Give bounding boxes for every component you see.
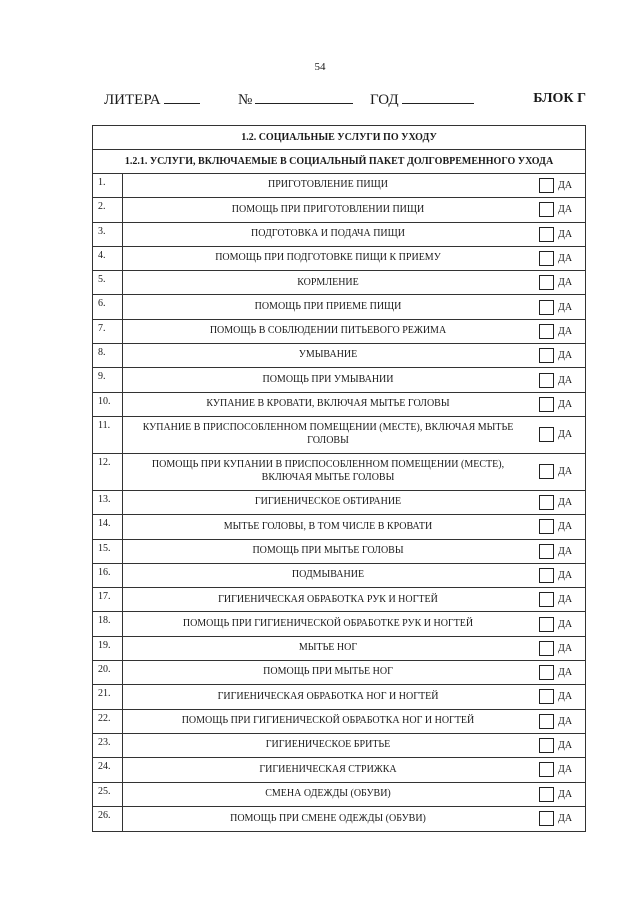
yes-label: ДА (558, 715, 573, 727)
table-row (93, 612, 585, 636)
service-name: МЫТЬЕ НОГ (298, 642, 358, 654)
yes-checkbox[interactable] (539, 251, 554, 266)
table-row (93, 515, 585, 539)
row-number: 26. (93, 807, 123, 831)
yes-checkbox[interactable] (539, 202, 554, 217)
table-row (93, 417, 585, 454)
row-number: 21. (93, 685, 123, 708)
service-name: ПОМОЩЬ В СОБЛЮДЕНИИ ПИТЬЕВОГО РЕЖИМА (209, 325, 447, 337)
yes-label: ДА (558, 325, 573, 337)
yes-checkbox[interactable] (539, 665, 554, 680)
yes-label: ДА (558, 691, 573, 703)
row-number: 8. (93, 344, 123, 367)
yes-checkbox[interactable] (539, 592, 554, 607)
yes-label: ДА (558, 204, 573, 216)
table-rows (93, 174, 585, 831)
row-number: 25. (93, 783, 123, 806)
row-number: 7. (93, 320, 123, 343)
form-header (98, 89, 586, 111)
row-number: 11. (93, 417, 123, 453)
litera-label: ЛИТЕРА (104, 92, 161, 108)
yes-label: ДА (558, 374, 573, 386)
yes-checkbox[interactable] (539, 275, 554, 290)
table-row (93, 393, 585, 417)
answer-cell (533, 515, 585, 538)
yes-checkbox[interactable] (539, 617, 554, 632)
yes-label: ДА (558, 667, 573, 679)
table-row (93, 295, 585, 319)
yes-checkbox[interactable] (539, 811, 554, 826)
table-row (93, 540, 585, 564)
answer-cell (533, 174, 585, 197)
table-row (93, 783, 585, 807)
answer-cell (533, 588, 585, 611)
yes-label: ДА (558, 594, 573, 606)
yes-label: ДА (558, 466, 573, 478)
row-number: 4. (93, 247, 123, 270)
answer-cell (533, 491, 585, 514)
row-number: 13. (93, 491, 123, 514)
answer-cell (533, 393, 585, 416)
row-number: 19. (93, 637, 123, 660)
row-number: 3. (93, 223, 123, 246)
yes-label: ДА (558, 764, 573, 776)
table-row (93, 198, 585, 222)
service-name: ГИГИЕНИЧЕСКАЯ ОБРАБОТКА НОГ И НОГТЕЙ (217, 690, 439, 702)
yes-checkbox[interactable] (539, 373, 554, 388)
table-row (93, 368, 585, 392)
service-name: ПОМОЩЬ ПРИ КУПАНИИ В ПРИСПОСОБЛЕННОМ ПОМЕЩЕНИИ (МЕСТЕ), ВКЛЮЧАЯ МЫТЬЕ ГОЛОВЫ (151, 459, 505, 483)
number-label: № (238, 92, 253, 108)
table-row (93, 174, 585, 198)
service-name: КУПАНИЕ В ПРИСПОСОБЛЕННОМ ПОМЕЩЕНИИ (МЕСТЕ), ВКЛЮЧАЯ МЫТЬЕ ГОЛОВЫ (142, 422, 514, 446)
service-name: ПОМОЩЬ ПРИ МЫТЬЕ НОГ (263, 666, 393, 678)
yes-label: ДА (558, 398, 573, 410)
yes-checkbox[interactable] (539, 495, 554, 510)
block-label: БЛОК Г (533, 91, 586, 106)
table-row (93, 491, 585, 515)
table-row (93, 807, 585, 831)
yes-label: ДА (558, 228, 573, 240)
row-number: 16. (93, 564, 123, 587)
yes-label: ДА (558, 180, 573, 192)
yes-checkbox[interactable] (539, 464, 554, 479)
service-name: ПРИГОТОВЛЕНИЕ ПИЩИ (268, 179, 388, 191)
table-row (93, 685, 585, 709)
table-row (93, 344, 585, 368)
table-row (93, 247, 585, 271)
answer-cell (533, 661, 585, 684)
yes-checkbox[interactable] (539, 300, 554, 315)
row-number: 23. (93, 734, 123, 757)
answer-cell (533, 368, 585, 391)
service-name: ПОМОЩЬ ПРИ УМЫВАНИИ (262, 373, 394, 385)
answer-cell (533, 807, 585, 831)
answer-cell (533, 734, 585, 757)
service-name: ПОДМЫВАНИЕ (291, 569, 365, 581)
yes-checkbox[interactable] (539, 348, 554, 363)
yes-label: ДА (558, 350, 573, 362)
service-name: ПОМОЩЬ ПРИ СМЕНЕ ОДЕЖДЫ (ОБУВИ) (230, 812, 426, 824)
answer-cell (533, 417, 585, 453)
row-number: 15. (93, 540, 123, 563)
service-name: ГИГИЕНИЧЕСКАЯ СТРИЖКА (259, 763, 397, 775)
answer-cell (533, 454, 585, 490)
yes-label: ДА (558, 497, 573, 509)
yes-label: ДА (558, 570, 573, 581)
yes-label: ДА (558, 788, 573, 800)
table-row (93, 661, 585, 685)
service-name: МЫТЬЕ ГОЛОВЫ, В ТОМ ЧИСЛЕ В КРОВАТИ (223, 520, 433, 532)
service-name: ПОМОЩЬ ПРИ ПРИЕМЕ ПИЩИ (254, 300, 402, 312)
answer-cell (533, 685, 585, 708)
table-row (93, 271, 585, 295)
table-row (93, 710, 585, 734)
service-name: ПОМОЩЬ ПРИ ПОДГОТОВКЕ ПИЩИ К ПРИЕМУ (215, 252, 441, 264)
yes-checkbox[interactable] (539, 787, 554, 802)
answer-cell (533, 295, 585, 318)
table-row (93, 320, 585, 344)
yes-checkbox[interactable] (539, 544, 554, 559)
yes-checkbox[interactable] (539, 714, 554, 729)
yes-checkbox[interactable] (539, 762, 554, 777)
yes-checkbox[interactable] (539, 568, 554, 583)
row-number: 17. (93, 588, 123, 611)
yes-checkbox[interactable] (539, 227, 554, 242)
service-name: ПОМОЩЬ ПРИ МЫТЬЕ ГОЛОВЫ (252, 544, 404, 556)
answer-cell (533, 198, 585, 221)
yes-label: ДА (558, 429, 573, 441)
answer-cell (533, 564, 585, 587)
litera-blank[interactable] (164, 89, 200, 104)
year-field (370, 89, 474, 109)
yes-label: ДА (558, 618, 573, 630)
service-name: СМЕНА ОДЕЖДЫ (ОБУВИ) (265, 787, 391, 799)
table-row (93, 637, 585, 661)
row-number: 18. (93, 612, 123, 635)
service-name: ПОМОЩЬ ПРИ ПРИГОТОВЛЕНИИ ПИЩИ (231, 203, 425, 215)
service-name: ГИГИЕНИЧЕСКОЕ ОБТИРАНИЕ (254, 496, 402, 508)
yes-label: ДА (558, 813, 573, 825)
row-number: 5. (93, 271, 123, 294)
yes-checkbox[interactable] (539, 178, 554, 193)
table-row (93, 734, 585, 758)
answer-cell (533, 783, 585, 806)
number-field (238, 89, 353, 109)
row-number: 22. (93, 710, 123, 733)
row-number: 9. (93, 368, 123, 391)
service-name: ГИГИЕНИЧЕСКАЯ ОБРАБОТКА РУК И НОГТЕЙ (218, 593, 438, 605)
yes-checkbox[interactable] (539, 397, 554, 412)
yes-label: ДА (558, 740, 573, 752)
row-number: 14. (93, 515, 123, 538)
yes-label: ДА (558, 521, 573, 533)
yes-label: ДА (558, 642, 573, 654)
service-name: КУПАНИЕ В КРОВАТИ, ВКЛЮЧАЯ МЫТЬЕ ГОЛОВЫ (206, 398, 450, 410)
answer-cell (533, 758, 585, 781)
yes-label: ДА (558, 545, 573, 557)
yes-label: ДА (558, 277, 573, 289)
answer-cell (533, 344, 585, 367)
yes-label: ДА (558, 253, 573, 265)
row-number: 10. (93, 393, 123, 416)
row-number: 1. (93, 174, 123, 197)
answer-cell (533, 247, 585, 270)
table-row (93, 588, 585, 612)
row-number: 2. (93, 198, 123, 221)
table-row (93, 454, 585, 491)
answer-cell (533, 320, 585, 343)
service-name: ПОМОЩЬ ПРИ ГИГИЕНИЧЕСКОЙ ОБРАБОТКЕ РУК И НОГТЕЙ (182, 617, 474, 629)
row-number: 20. (93, 661, 123, 684)
number-blank[interactable] (255, 89, 353, 104)
yes-label: ДА (558, 301, 573, 313)
table-row (93, 223, 585, 247)
service-name: ПОДГОТОВКА И ПОДАЧА ПИЩИ (251, 227, 405, 239)
yes-checkbox[interactable] (539, 324, 554, 339)
answer-cell (533, 612, 585, 635)
year-blank[interactable] (402, 89, 474, 104)
service-name: ПОМОЩЬ ПРИ ГИГИЕНИЧЕСКОЙ ОБРАБОТКА НОГ И НОГТЕЙ (181, 715, 475, 727)
service-name: ГИГИЕНИЧЕСКОЕ БРИТЬЕ (265, 739, 391, 751)
answer-cell (533, 710, 585, 733)
answer-cell (533, 223, 585, 246)
answer-cell (533, 271, 585, 294)
table-row (93, 758, 585, 782)
table-row (93, 564, 585, 588)
page-number: 54 (314, 61, 326, 73)
service-name: КОРМЛЕНИЕ (297, 276, 359, 288)
answer-cell (533, 637, 585, 660)
row-number: 24. (93, 758, 123, 781)
answer-cell (533, 540, 585, 563)
yes-checkbox[interactable] (539, 427, 554, 442)
yes-checkbox[interactable] (539, 641, 554, 656)
section-title: 1.2. СОЦИАЛЬНЫЕ УСЛУГИ ПО УХОДУ (93, 126, 585, 150)
yes-checkbox[interactable] (539, 519, 554, 534)
year-label: ГОД (370, 92, 399, 108)
row-number: 6. (93, 295, 123, 318)
services-table (92, 125, 586, 832)
subsection-title: 1.2.1. УСЛУГИ, ВКЛЮЧАЕМЫЕ В СОЦИАЛЬНЫЙ ПАКЕТ ДОЛГОВРЕМЕННОГО УХОДА (93, 150, 585, 174)
row-number: 12. (93, 454, 123, 490)
service-name: УМЫВАНИЕ (298, 349, 358, 361)
yes-checkbox[interactable] (539, 738, 554, 753)
litera-field (104, 89, 200, 109)
yes-checkbox[interactable] (539, 689, 554, 704)
